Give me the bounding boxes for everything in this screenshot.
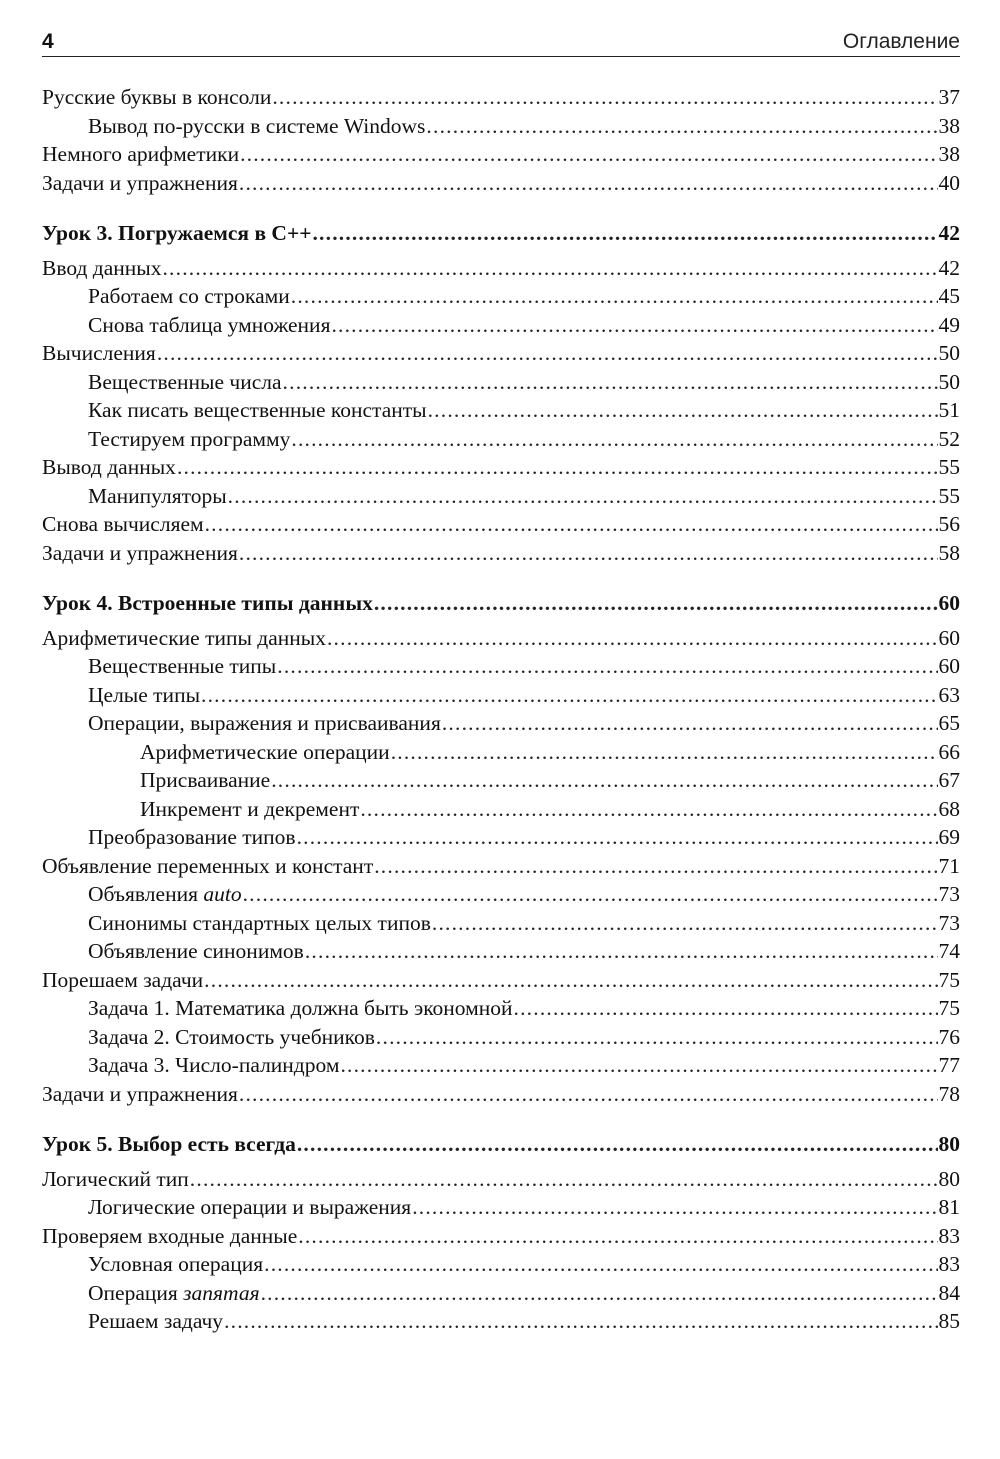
toc-entry-page: 55 <box>938 483 960 508</box>
toc-entry[interactable] <box>42 169 960 198</box>
toc-entry-page: 69 <box>938 825 960 849</box>
dot-leader <box>240 140 937 169</box>
toc-entry[interactable] <box>42 140 960 169</box>
toc-entry-title <box>42 510 204 539</box>
dot-leader <box>239 169 938 198</box>
toc-entry-title-text: Логический тип <box>42 1166 189 1191</box>
dot-leader <box>442 709 938 738</box>
toc-entry-title <box>42 1080 238 1109</box>
dot-leader <box>291 425 937 454</box>
dot-leader <box>228 482 938 511</box>
toc-entry-title-text: Задача 1. Математика должна быть экономной <box>88 996 513 1020</box>
dot-leader <box>157 339 938 368</box>
toc-entry-page: 38 <box>938 113 960 138</box>
toc-entry-title <box>42 1051 339 1080</box>
toc-entry-title-text: Условная операция <box>88 1252 264 1276</box>
dot-leader <box>391 738 938 767</box>
toc-entry-title-text: Операция <box>88 1280 184 1305</box>
toc-entry-title-text: Вещественные типы <box>88 654 277 678</box>
toc-entry-title-text: Задача 2. Стоимость учебников <box>88 1024 375 1049</box>
toc-entry-title <box>42 368 282 397</box>
dot-leader <box>243 880 938 909</box>
toc-entry-title <box>42 140 239 169</box>
dot-leader <box>272 83 937 112</box>
toc-entry-title-text: Немного арифметики <box>42 142 240 166</box>
toc-entry-title <box>42 339 156 368</box>
toc-entry-title-text: Снова таблица умножения <box>88 312 331 337</box>
toc-entry-page: 51 <box>938 398 960 422</box>
toc-entry-title <box>42 624 326 653</box>
toc-entry-title-text: Русские буквы в консоли <box>42 85 272 109</box>
toc-entry-title <box>42 994 513 1023</box>
toc-entry-title-text: Как писать вещественные константы <box>88 398 427 422</box>
toc-entry-title <box>42 311 330 340</box>
toc-entry-page: 78 <box>938 1081 960 1106</box>
toc-entry-title-text: Манипуляторы <box>88 483 227 508</box>
dot-leader <box>428 396 938 425</box>
toc-entry-title-italic: запятая <box>183 1280 260 1305</box>
running-head: Оглавление <box>842 30 960 53</box>
toc-entry-title-text: Арифметические операции <box>140 739 390 764</box>
toc-entry-title <box>42 219 311 248</box>
dot-leader <box>297 823 938 852</box>
toc-entry-page: 80 <box>938 1166 960 1191</box>
toc-entry-title-text: Вещественные числа <box>88 369 282 394</box>
toc-entry-title-text: Операции, выражения и присваивания <box>88 711 441 735</box>
toc-entry[interactable] <box>42 681 960 710</box>
dot-leader <box>340 1051 937 1080</box>
toc-entry[interactable] <box>42 282 960 311</box>
toc-entry[interactable] <box>42 1051 960 1080</box>
toc-entry[interactable] <box>42 624 960 653</box>
toc-entry-page: 85 <box>938 1309 960 1333</box>
toc-entry[interactable] <box>42 539 960 568</box>
toc-entry[interactable] <box>42 510 960 539</box>
toc-entry[interactable] <box>42 966 960 995</box>
dot-leader <box>205 510 938 539</box>
dot-leader <box>177 453 938 482</box>
toc-entry-page: 60 <box>938 654 960 678</box>
dot-leader <box>432 909 938 938</box>
dot-leader <box>162 254 937 283</box>
toc-entry-title-text: Проверяем входные данные <box>42 1223 298 1248</box>
dot-leader <box>376 1023 938 1052</box>
toc-entry[interactable] <box>42 1250 960 1279</box>
dot-leader <box>204 966 937 995</box>
toc-entry-title-italic: auto <box>203 882 242 906</box>
toc-chapter-entry[interactable] <box>42 219 960 248</box>
toc-entry-title <box>42 880 242 909</box>
toc-entry[interactable] <box>42 1222 960 1251</box>
toc-entry-title <box>42 1250 263 1279</box>
toc-entry-page: 73 <box>938 910 960 935</box>
toc-entry-page: 38 <box>938 142 960 166</box>
dot-leader <box>360 795 937 824</box>
toc-entry-title-text: Урок 4. Встроенные типы данных <box>42 591 373 615</box>
toc-entry-title-text: Урок 5. Выбор есть всегда <box>42 1132 296 1156</box>
toc-entry-title-text: Ввод данных <box>42 255 162 280</box>
toc-entry-title <box>42 453 176 482</box>
toc-entry[interactable] <box>42 339 960 368</box>
toc-entry-title <box>42 112 425 141</box>
toc-entry-title <box>42 1165 189 1194</box>
toc-entry-title-text: Присваивание <box>140 768 271 792</box>
toc-entry-title <box>42 909 431 938</box>
toc-entry[interactable] <box>42 453 960 482</box>
toc-entry-page: 68 <box>938 796 960 821</box>
toc-entry-page: 83 <box>938 1252 960 1276</box>
toc-chapter-entry[interactable] <box>42 1130 960 1159</box>
page-number: 4 <box>42 30 54 53</box>
toc-entry-page: 67 <box>938 768 960 792</box>
toc-entry-page: 71 <box>938 853 960 878</box>
dot-leader <box>298 1222 937 1251</box>
toc-entry-title <box>42 282 290 311</box>
toc-entry-title-text: Целые типы <box>88 682 201 707</box>
toc-entry-title-text: Решаем задачу <box>88 1309 224 1333</box>
toc-entry[interactable] <box>42 1023 960 1052</box>
toc-entry-page: 63 <box>938 682 960 707</box>
toc-entry-page: 75 <box>938 996 960 1020</box>
toc-entry-title <box>42 738 390 767</box>
toc-entry-title <box>42 1193 411 1222</box>
toc-entry-page: 45 <box>938 284 960 308</box>
dot-leader <box>239 1080 938 1109</box>
toc-entry[interactable] <box>42 112 960 141</box>
toc-entry-page: 80 <box>938 1132 960 1156</box>
dot-leader <box>412 1193 937 1222</box>
dot-leader <box>374 589 938 618</box>
toc-entry-page: 42 <box>938 255 960 280</box>
toc-entry-title-text: Задачи и упражнения <box>42 540 238 565</box>
toc-entry[interactable] <box>42 880 960 909</box>
toc-entry-page: 74 <box>938 939 960 963</box>
toc-entry-page: 60 <box>938 625 960 650</box>
toc-entry[interactable] <box>42 1193 960 1222</box>
toc-entry[interactable] <box>42 994 960 1023</box>
toc-entry-title-text: Вычисления <box>42 341 156 365</box>
toc-entry-page: 58 <box>938 540 960 565</box>
toc-entry-page: 49 <box>938 312 960 337</box>
toc-entry-page: 84 <box>938 1280 960 1305</box>
toc-entry-title <box>42 1307 223 1336</box>
toc-entry-page: 66 <box>938 739 960 764</box>
toc-entry[interactable] <box>42 311 960 340</box>
toc-entry-title <box>42 1222 297 1251</box>
toc-entry[interactable] <box>42 83 960 112</box>
toc-entry[interactable] <box>42 909 960 938</box>
toc-entry[interactable] <box>42 482 960 511</box>
dot-leader <box>283 368 938 397</box>
toc-entry-title <box>42 823 296 852</box>
toc-entry-title-text: Вывод данных <box>42 455 176 479</box>
toc-entry-page: 83 <box>938 1223 960 1248</box>
toc-chapter-entry[interactable] <box>42 589 960 618</box>
toc-entry-title-text: Объявления <box>88 882 204 906</box>
toc-entry-title-text: Задачи и упражнения <box>42 170 238 195</box>
toc-entry-title-text: Преобразование типов <box>88 825 296 849</box>
dot-leader <box>271 766 937 795</box>
toc-entry-title-text: Снова вычисляем <box>42 512 204 536</box>
dot-leader <box>327 624 938 653</box>
toc-entry-title <box>42 1130 296 1159</box>
toc-entry[interactable] <box>42 937 960 966</box>
toc-entry-title <box>42 852 373 881</box>
toc-entry[interactable] <box>42 709 960 738</box>
toc-entry-page: 55 <box>938 455 960 479</box>
toc-entry-title <box>42 766 270 795</box>
toc-entry-title-text: Инкремент и декремент <box>140 796 360 821</box>
toc-entry-page: 76 <box>938 1024 960 1049</box>
toc-entry-title <box>42 709 441 738</box>
toc-entry-title-text: Синонимы стандартных целых типов <box>88 910 431 935</box>
toc-entry-title-text: Объявление синонимов <box>88 939 304 963</box>
toc-entry-page: 75 <box>938 967 960 992</box>
toc-entry-title-text: Задачи и упражнения <box>42 1081 238 1106</box>
toc-entry-page: 42 <box>938 221 960 245</box>
toc-entry[interactable] <box>42 766 960 795</box>
toc-entry-page: 37 <box>938 85 960 109</box>
toc-entry[interactable] <box>42 254 960 283</box>
toc-entry-page: 56 <box>938 512 960 536</box>
toc-entry-title <box>42 425 290 454</box>
dot-leader <box>201 681 937 710</box>
toc-entry-title <box>42 795 359 824</box>
toc-entry-page: 65 <box>938 711 960 735</box>
toc-entry[interactable] <box>42 1279 960 1308</box>
toc-entry-title <box>42 652 276 681</box>
dot-leader <box>291 282 938 311</box>
dot-leader <box>297 1130 938 1159</box>
dot-leader <box>374 852 937 881</box>
table-of-contents <box>42 83 960 1336</box>
toc-entry-title <box>42 966 203 995</box>
toc-entry-title-text: Урок 3. Погружаемся в С++ <box>42 221 312 245</box>
toc-entry-page: 52 <box>938 426 960 451</box>
toc-entry-title <box>42 937 304 966</box>
toc-entry[interactable] <box>42 823 960 852</box>
toc-entry-page: 60 <box>938 591 960 615</box>
toc-entry[interactable] <box>42 795 960 824</box>
toc-entry-title <box>42 169 238 198</box>
toc-entry[interactable] <box>42 852 960 881</box>
toc-entry[interactable] <box>42 1080 960 1109</box>
toc-entry-title <box>42 539 238 568</box>
toc-entry-page: 50 <box>938 341 960 365</box>
toc-entry-title <box>42 681 200 710</box>
dot-leader <box>224 1307 937 1336</box>
toc-entry[interactable] <box>42 368 960 397</box>
toc-entry-title-text: Вывод по-русски в системе Windows <box>88 113 426 138</box>
dot-leader <box>305 937 938 966</box>
toc-entry[interactable] <box>42 396 960 425</box>
toc-entry[interactable] <box>42 425 960 454</box>
toc-entry-page: 77 <box>938 1053 960 1077</box>
dot-leader <box>264 1250 937 1279</box>
dot-leader <box>239 539 938 568</box>
dot-leader <box>331 311 937 340</box>
toc-entry-title-text: Логические операции и выражения <box>88 1195 412 1219</box>
toc-entry-title-text: Объявление переменных и констант <box>42 853 374 878</box>
toc-entry-title <box>42 482 227 511</box>
toc-entry-title <box>42 83 271 112</box>
toc-entry-page: 73 <box>938 882 960 906</box>
dot-leader <box>261 1279 938 1308</box>
toc-entry-page: 50 <box>938 369 960 394</box>
dot-leader <box>190 1165 938 1194</box>
dot-leader <box>277 652 937 681</box>
toc-entry-title-text: Порешаем задачи <box>42 967 204 992</box>
toc-entry-title <box>42 1023 375 1052</box>
toc-entry[interactable] <box>42 1165 960 1194</box>
toc-entry-page: 81 <box>938 1195 960 1219</box>
toc-entry-page: 40 <box>938 170 960 195</box>
dot-leader <box>312 219 937 248</box>
page-header <box>42 28 960 57</box>
toc-entry-title <box>42 1279 260 1308</box>
dot-leader <box>514 994 938 1023</box>
toc-entry-title-text: Работаем со строками <box>88 284 290 308</box>
toc-entry-title-text: Задача 3. Число-палиндром <box>88 1053 340 1077</box>
toc-entry-title <box>42 254 161 283</box>
toc-entry-title-text: Тестируем программу <box>88 426 291 451</box>
toc-entry[interactable] <box>42 1307 960 1336</box>
toc-entry[interactable] <box>42 652 960 681</box>
toc-entry-title <box>42 589 373 618</box>
dot-leader <box>426 112 937 141</box>
toc-entry[interactable] <box>42 738 960 767</box>
toc-entry-title-text: Арифметические типы данных <box>42 625 326 650</box>
toc-entry-title <box>42 396 427 425</box>
